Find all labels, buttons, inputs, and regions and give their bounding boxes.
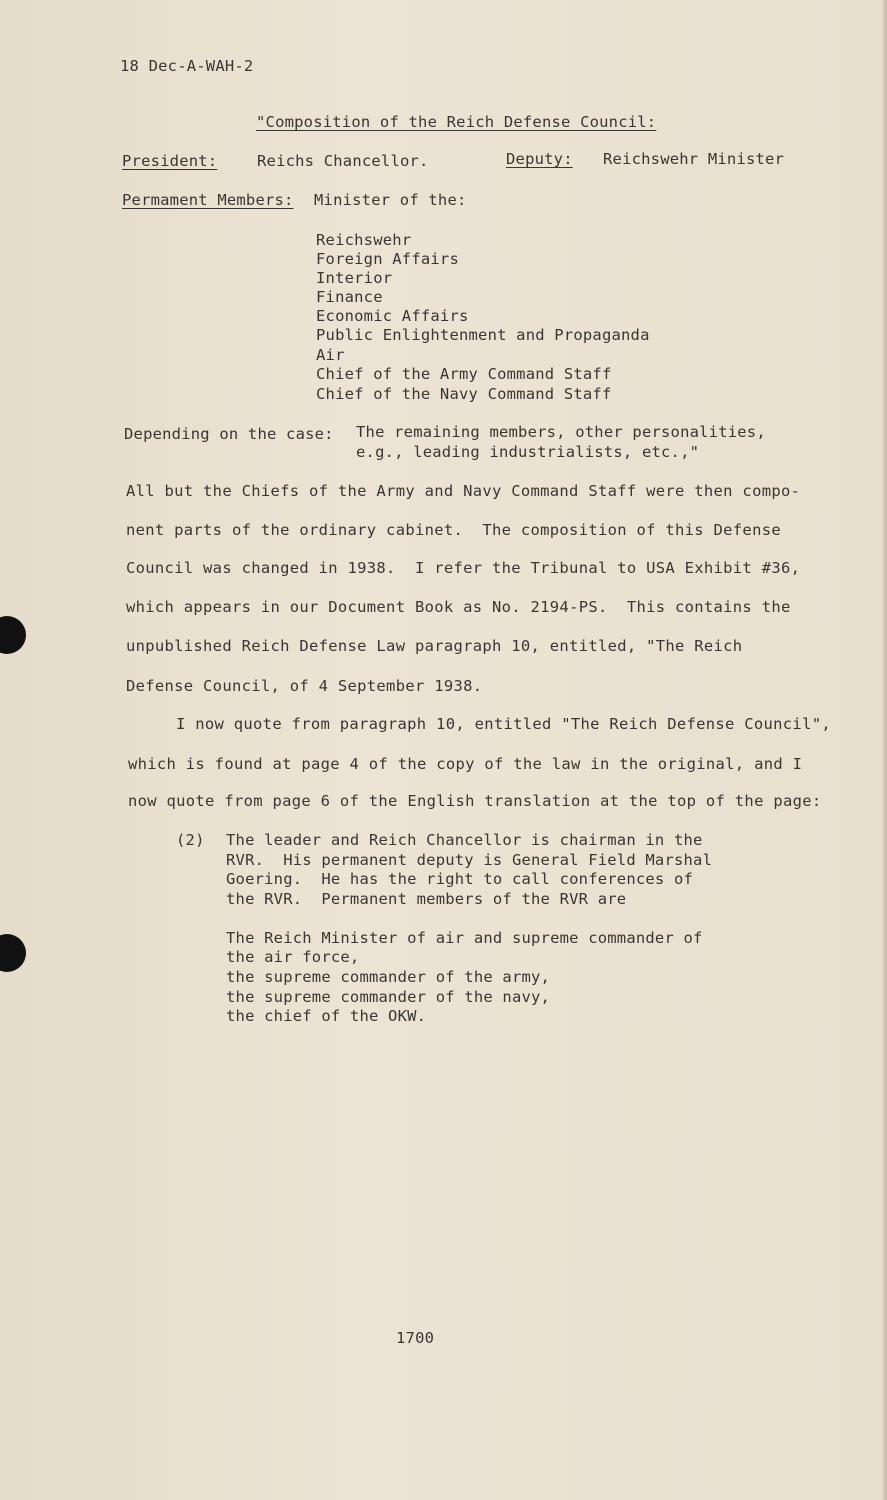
- paragraph-line: I now quote from paragraph 10, entitled "The Reich Defense Council",: [176, 715, 831, 733]
- paragraph-line: unpublished Reich Defense Law paragraph 10, entitled, "The Reich: [126, 637, 743, 655]
- president-label: President:: [122, 152, 218, 170]
- member-item: Chief of the Navy Command Staff: [316, 385, 612, 403]
- document-id: 18 Dec-A-WAH-2: [120, 57, 254, 75]
- paragraph-line: which appears in our Document Book as No. 2194-PS. This contains the: [126, 598, 791, 616]
- paragraph-line: which is found at page 4 of the copy of the law in the original, and I: [128, 755, 803, 773]
- deputy-label: Deputy:: [506, 150, 573, 168]
- member-item: Foreign Affairs: [316, 250, 459, 268]
- member-item: Economic Affairs: [316, 307, 469, 325]
- punch-hole-top: [0, 616, 26, 654]
- member-item: Public Enlightenment and Propaganda: [316, 326, 650, 344]
- paragraph-line: Defense Council, of 4 September 1938.: [126, 677, 483, 695]
- quote-line: Goering. He has the right to call conferences of: [226, 870, 694, 888]
- quote-line: the RVR. Permanent members of the RVR are: [226, 890, 627, 908]
- quote-number: (2): [176, 831, 205, 849]
- member-item: Air: [316, 346, 345, 364]
- president-value: Reichs Chancellor.: [257, 152, 429, 170]
- member-item: Reichswehr: [316, 231, 412, 249]
- quote-line: The leader and Reich Chancellor is chairman in the: [226, 831, 703, 849]
- depending-line-1: The remaining members, other personalities,: [356, 423, 766, 441]
- punch-hole-bottom: [0, 934, 26, 972]
- paragraph-line: Council was changed in 1938. I refer the Tribunal to USA Exhibit #36,: [126, 559, 801, 577]
- quote-list-item: the supreme commander of the army,: [226, 968, 551, 986]
- quote-list-item: the air force,: [226, 948, 360, 966]
- quote-line: RVR. His permanent deputy is General Field Marshal: [226, 851, 713, 869]
- page-number: 1700: [396, 1329, 435, 1347]
- deputy-value: Reichswehr Minister: [603, 150, 785, 168]
- paragraph-line: nent parts of the ordinary cabinet. The composition of this Defense: [126, 521, 781, 539]
- quote-list-item: The Reich Minister of air and supreme commander of: [226, 929, 703, 947]
- depending-line-2: e.g., leading industrialists, etc.,": [356, 443, 700, 461]
- members-label: Permament Members:: [122, 191, 294, 209]
- paragraph-line: now quote from page 6 of the English translation at the top of the page:: [128, 792, 822, 810]
- member-item: Chief of the Army Command Staff: [316, 365, 612, 383]
- depending-label: Depending on the case:: [124, 425, 334, 443]
- page-edge-shadow: [881, 0, 887, 1500]
- section-heading: "Composition of the Reich Defense Council:: [256, 113, 657, 131]
- members-intro: Minister of the:: [314, 191, 467, 209]
- paragraph-line: All but the Chiefs of the Army and Navy Command Staff were then compo-: [126, 482, 801, 500]
- quote-list-item: the supreme commander of the navy,: [226, 988, 551, 1006]
- member-item: Finance: [316, 288, 383, 306]
- member-item: Interior: [316, 269, 393, 287]
- quote-list-item: the chief of the OKW.: [226, 1007, 427, 1025]
